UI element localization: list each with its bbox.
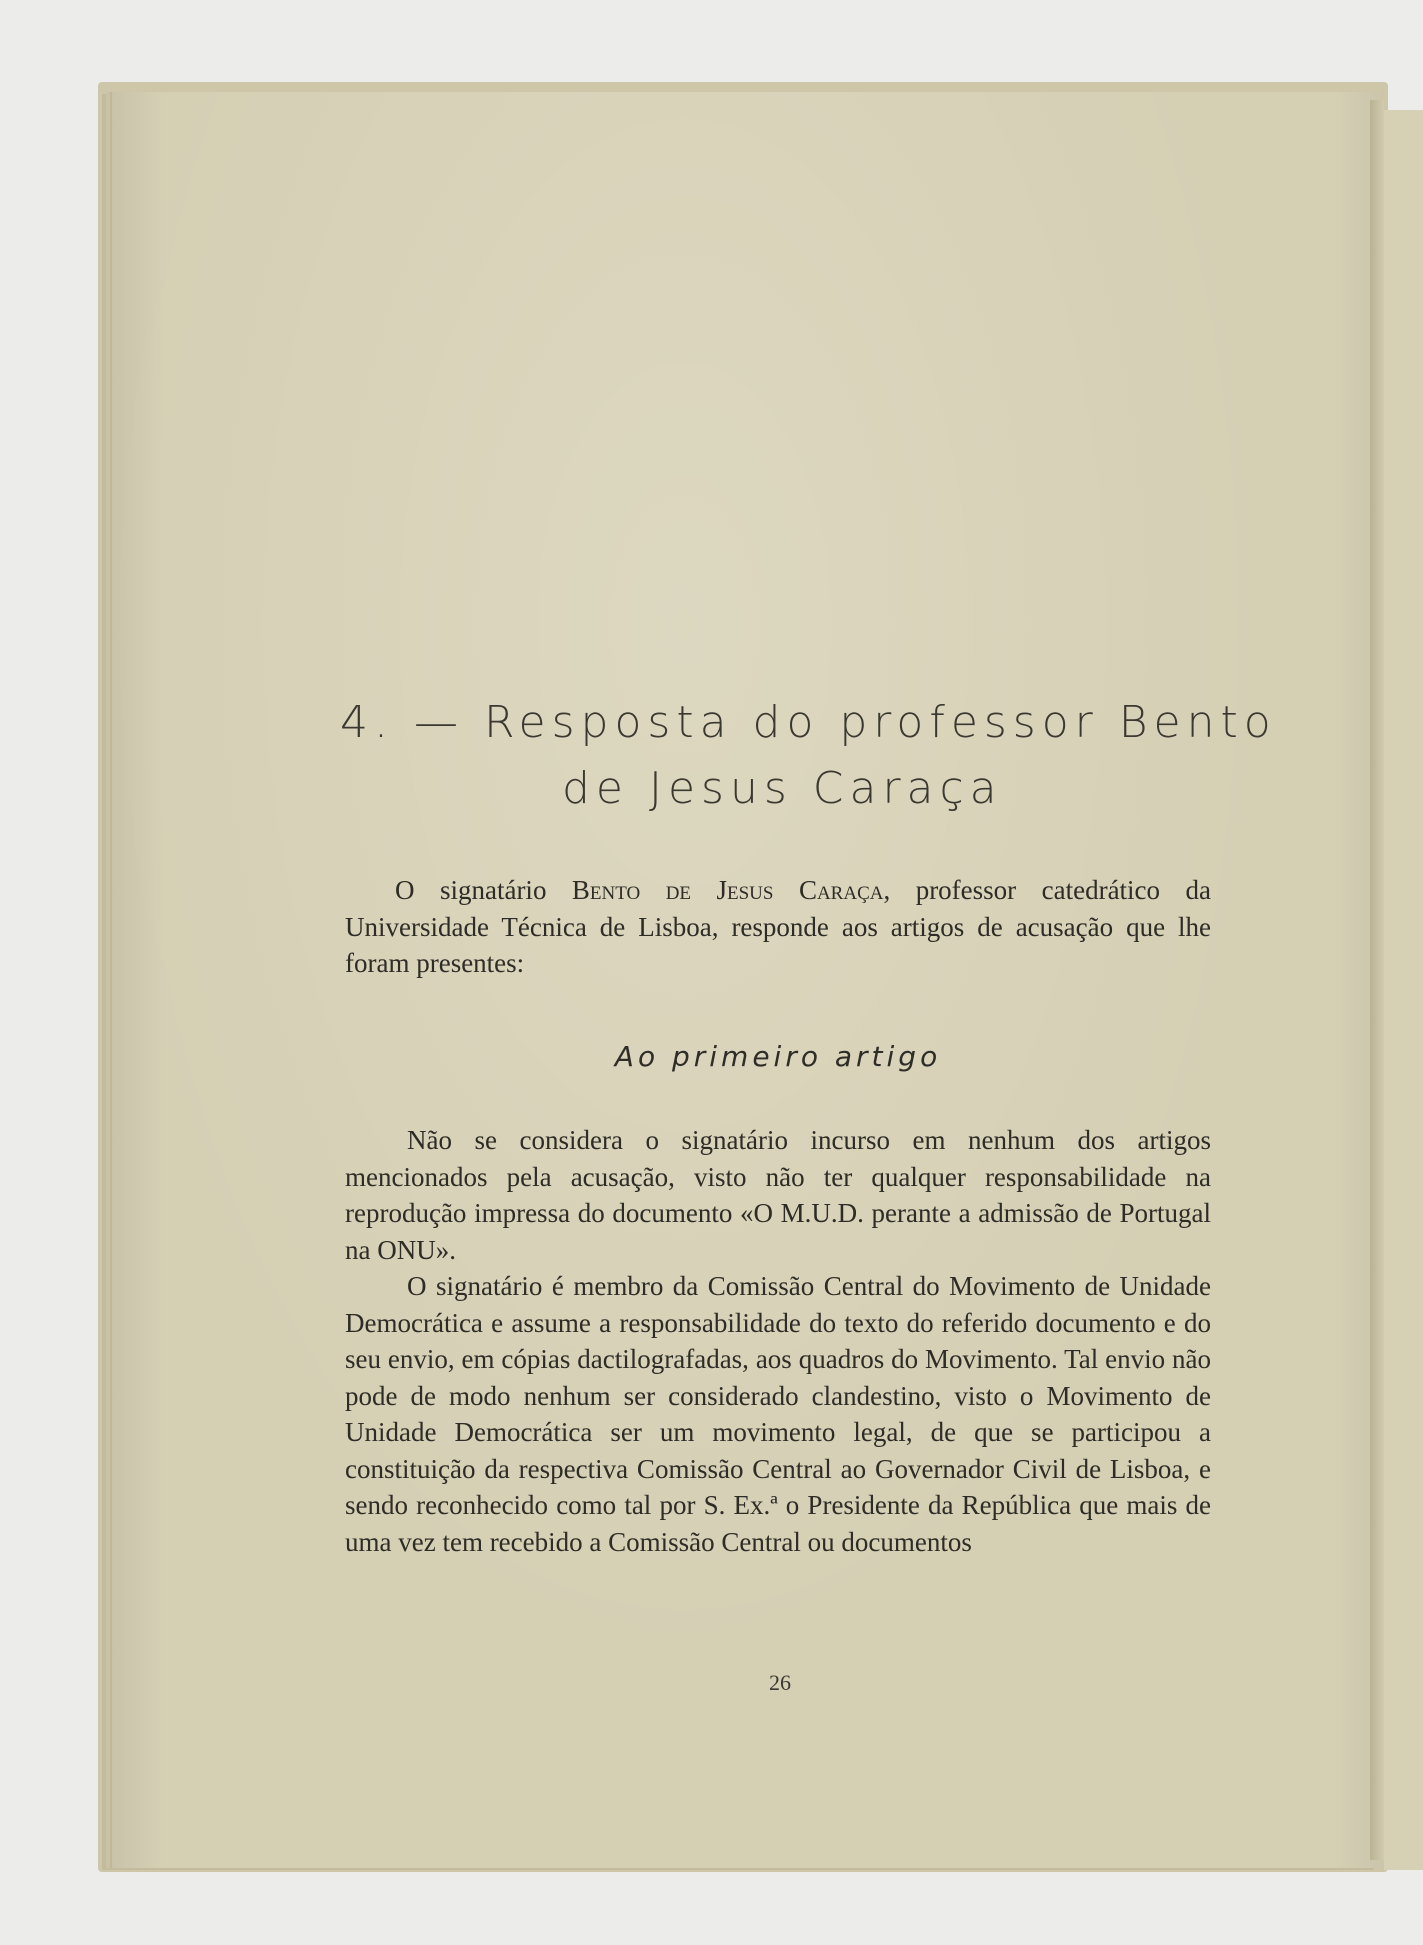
intro-paragraph (345, 872, 1211, 982)
intro-text (345, 872, 1211, 982)
body-text (345, 1122, 1211, 1560)
intro-text-start: O signatário (395, 875, 572, 905)
chapter-title (340, 690, 1277, 822)
chapter-title-line-2: de Jesus Caraça (562, 763, 1003, 814)
body-paragraph-2: O signatário é membro da Comissão Central do Movimento de Unidade Democrática e assume a responsabilidade do texto do referido documento e do seu envio, em cópias dactilografadas, aos quadros do Movimento. Tal envio não pode de modo nenhum ser considerado clandestino, visto o Movimento de Unidade Democrática ser um movimento legal, de que se participou a constituição da respectiva Comissão Central ao Governador Civil de Lisboa, e sendo reconhecido como tal por S. Ex.ª o Presidente da República que mais de uma vez tem recebido a Comissão Central ou documentos (345, 1271, 1211, 1557)
signatory-name: Bento de Jesus Caraça (571, 875, 884, 905)
section-heading: Ao primeiro artigo (614, 1040, 942, 1073)
intro-text-end: , professor catedrático da Universidade Técnica de Lisboa, responde aos artigos de acusação que lhe foram presentes: (345, 875, 1211, 978)
facing-page-edge (1384, 110, 1423, 1870)
page-number: 26 (769, 1670, 791, 1695)
chapter-title-line-1: 4. — Resposta do professor Bento (340, 697, 1277, 748)
body-paragraph-1: Não se considera o signatário incurso em nenhum dos artigos mencionados pela acusação, visto não ter qualquer responsabilidade na reprodução impressa do documento «O M.U.D. perante a admissão de Portugal na ONU». (345, 1125, 1211, 1265)
book-spine (1370, 100, 1384, 1860)
